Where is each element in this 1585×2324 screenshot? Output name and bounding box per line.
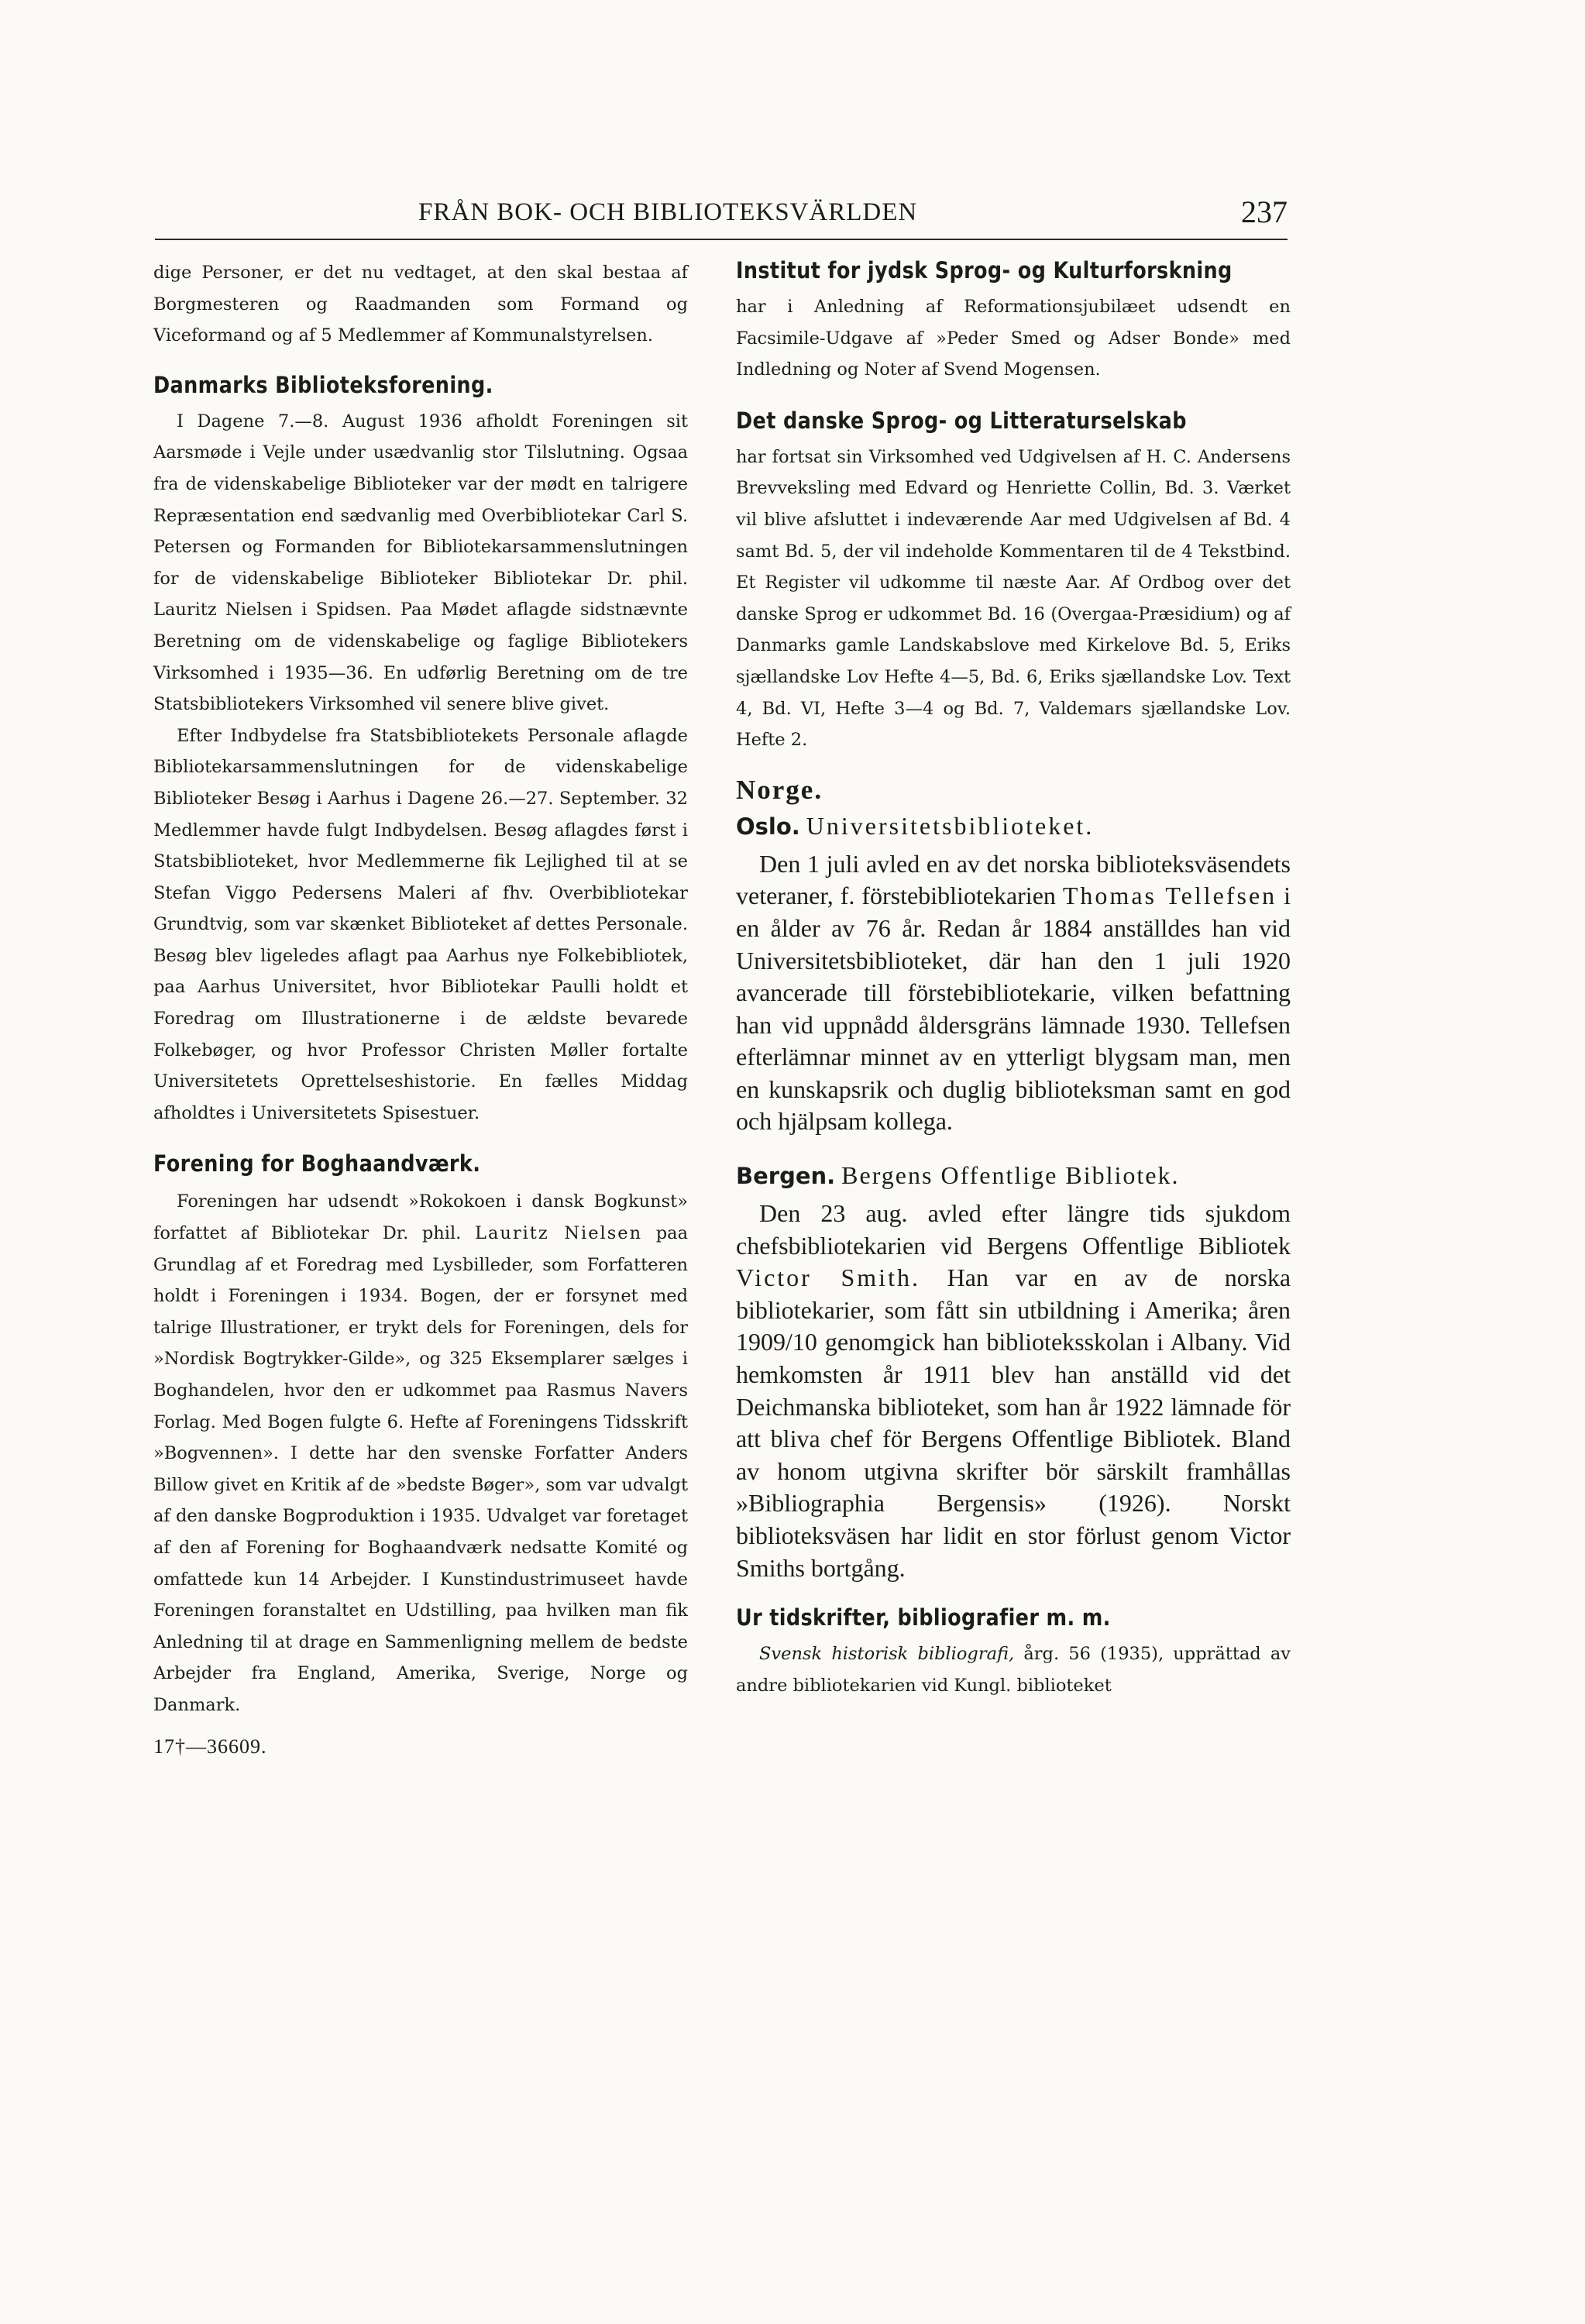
paragraph-rokokoen-start: Foreningen har udsendt »Rokokoen i dansk Bogkunst» forfattet af Bibliotekar Dr. phil. [153, 1191, 688, 1244]
person-name-thomas-tellefsen: Thomas Tellefsen [1062, 882, 1277, 910]
paragraph-tellefsen [736, 848, 1291, 1138]
paragraph-victor-smith [736, 1198, 1291, 1584]
paragraph-institut: har i Anledning af Reformationsjubilæet udsendt en Facsimile-Udgave af »Peder Smed og Adser Bonde» med Indledning og Noter af Svend Mogensen. [736, 297, 1291, 380]
heading-forening-for-boghaandvaerk: Forening for Boghaandværk. [153, 1150, 481, 1177]
institution-bergens-offentlige-bibliotek: Bergens Offentlige Bibliotek. [841, 1161, 1180, 1190]
paragraph-svensk-historisk-rest: årg. 56 (1935), upprättad av andre bibliotekarien vid Kungl. biblioteket [736, 1644, 1291, 1696]
title-svensk-historisk-bibliografi: Svensk historisk bibliografi, [759, 1644, 1015, 1665]
place-line-oslo [736, 812, 1291, 841]
paragraph-aarhus-visit: Efter Indbydelse fra Statsbibliotekets Personale aflagde Bibliotekarsammenslutningen for de videnskabelige Biblioteker Besøg i Aarhus i Dagene 26.—27. September. 32 Medlemmer havde fulgt Indbydelsen. Besøg aflagdes først i Statsbiblioteket, hvor Medlemmerne fik Lejlighed til at se Stefan Viggo Pedersens Maleri af fhv. Overbibliotekar Grundtvig, som var skænket Biblioteket af dettes Personale. Besøg blev ligeledes aflagt paa Aarhus nye Folkebibliotek, paa Aarhus Universitet, hvor Bibliotekar Paulli holdt et Foredrag om Illustrationerne i de ældste bevarede Folkebøger, og hvor Professor Christen Møller fortalte Universitetets Oprettelseshistorie. En fælles Middag afholdtes i Universitetets Spisestuer. [153, 725, 688, 1123]
paragraph-sprog-litteraturselskab: har fortsat sin Virksomhed ved Udgivelsen af H. C. Andersens Brevveksling med Edvard og Henriette Collin, Bd. 3. Værket vil blive afsluttet i indeværende Aar med Udgivelsen af Bd. 4 samt Bd. 5, der vil indeholde Kommentaren til de 4 Tekstbind. Et Register vil udkomme til næste Aar. Af Ordbog over det danske Sprog er udkommet Bd. 16 (Overgaa-Præsidium) og af Danmarks gamle Landskabslove med Kirkelove Bd. 5, Eriks sjællandske Lov Hefte 4—5, Bd. 6, Eriks sjællandske Lov. Text 4, Bd. VI, Hefte 3—4 og Bd. 7, Valdemars sjællandske Lov. Hefte 2. [736, 446, 1291, 751]
place-oslo: Oslo. [736, 813, 800, 840]
person-name-lauritz-nielsen: Lauritz Nielsen [475, 1223, 643, 1244]
heading-ur-tidskrifter: Ur tidskrifter, bibliografier m. m. [736, 1604, 1111, 1631]
paragraph-victor-smith-start: Den 23 aug. avled efter längre tids sjukdom chefsbibliotekarien vid Bergens Offentlige Bibliotek [736, 1199, 1291, 1260]
signature-mark: 17†—36609. [153, 1734, 267, 1758]
paragraph-svensk-historisk-bibliografi [736, 1638, 1291, 1701]
running-title: FRÅN BOK- OCH BIBLIOTEKSVÄRLDEN [418, 198, 918, 226]
country-heading-norge: Norge. [736, 774, 823, 805]
paragraph-rokokoen [153, 1186, 688, 1721]
institution-universitetsbiblioteket: Universitetsbiblioteket. [806, 811, 1095, 840]
place-bergen: Bergen. [736, 1163, 836, 1190]
place-line-bergen [736, 1161, 1291, 1190]
page-number: 237 [1241, 194, 1288, 229]
person-name-victor-smith: Victor Smith. [736, 1263, 920, 1292]
page-header [155, 192, 1288, 240]
heading-danmarks-biblioteksforening: Danmarks Biblioteksforening. [153, 371, 493, 398]
intro-paragraph: dige Personer, er det nu vedtaget, at den skal bestaa af Borgmesteren og Raadmanden som Formand og Viceformand og af 5 Medlemmer af Kommunalstyrelsen. [153, 263, 688, 346]
left-column [153, 257, 688, 1758]
heading-danske-sprog-litteraturselskab: Det danske Sprog- og Litteraturselskab [736, 407, 1187, 434]
paragraph-victor-smith-rest: Han var en av de norska bibliotekarier, som fått sin utbildning i Amerika; åren 1909/10 genomgick han biblioteksskolan i Albany. Vid hemkomsten år 1911 blev han anställd vid det Deichmanska biblioteket, som han år 1922 lämnade för att bliva chef för Bergens Offentlige Bibliotek. Bland av honom utgivna skrifter bör särskilt framhållas »Bibliographia Bergensis» (1926). Norskt biblioteksväsen har lidit en stor förlust genom Victor Smiths bortgång. [736, 1263, 1291, 1582]
paragraph-rokokoen-rest: paa Grundlag af et Foredrag med Lysbilleder, som Forfatteren holdt i Foreningen i 1934. Bogen, der er forsynet med talrige Illustrationer, er trykt dels for Foreningen, dels for »Nordisk Bogtrykker-Gilde», og 325 Eksemplarer sælges i Boghandelen, hvor den er udkommet paa Rasmus Navers Forlag. Med Bogen fulgte 6. Hefte af Foreningens Tidsskrift »Bogvennen». I dette har den svenske Forfatter Anders Billow givet en Kritik af de »bedste Bøger», som var udvalgt af den danske Bogproduktion i 1935. Udvalget var foretaget af den af Forening for Boghaandværk nedsatte Komité og omfattede kun 14 Arbejder. I Kunstindustrimuseet havde Foreningen foranstaltet en Udstilling, paa hvilken man fik Anledning til at drage en Sammenligning mellem de bedste Arbejder fra England, Amerika, Sverige, Norge og Danmark. [153, 1223, 689, 1715]
paragraph-tellefsen-rest: i en ålder av 76 år. Redan år 1884 anställdes han vid Universitetsbiblioteket, där han den 1 juli 1920 avancerade till förstebibliotekarie, vilken befattning han vid uppnådd åldersgräns lämnade 1930. Tellefsen efterlämnar minnet av en ytterligt blygsam man, men en kunskapsrik och duglig biblioteksman samt en god och hjälpsam kollega. [736, 882, 1291, 1136]
paragraph-aarsmode: I Dagene 7.—8. August 1936 afholdt Foreningen sit Aarsmøde i Vejle under usædvanlig stor Tilslutning. Ogsaa fra de videnskabelige Biblioteker var der mødt en talrigere Repræsentation end sædvanlig med Overbibliotekar Carl S. Petersen og Formanden for Bibliotekarsammenslutningen for de videnskabelige Biblioteker Bibliotekar Dr. phil. Lauritz Nielsen i Spidsen. Paa Mødet aflagde sidstnævnte Beretning om de videnskabelige og faglige Bibliotekers Virksomhed i 1935—36. En udførlig Beretning om de tre Statsbibliotekers Virksomhed vil senere blive givet. [153, 411, 688, 715]
heading-institut-jydsk-sprog: Institut for jydsk Sprog- og Kulturforskning [736, 257, 1233, 284]
right-column [736, 257, 1291, 1701]
paragraph-tellefsen-start: Den 1 juli avled en av det norska biblioteksväsendets veteraner, f. förstebibliotekarien [736, 849, 1291, 910]
